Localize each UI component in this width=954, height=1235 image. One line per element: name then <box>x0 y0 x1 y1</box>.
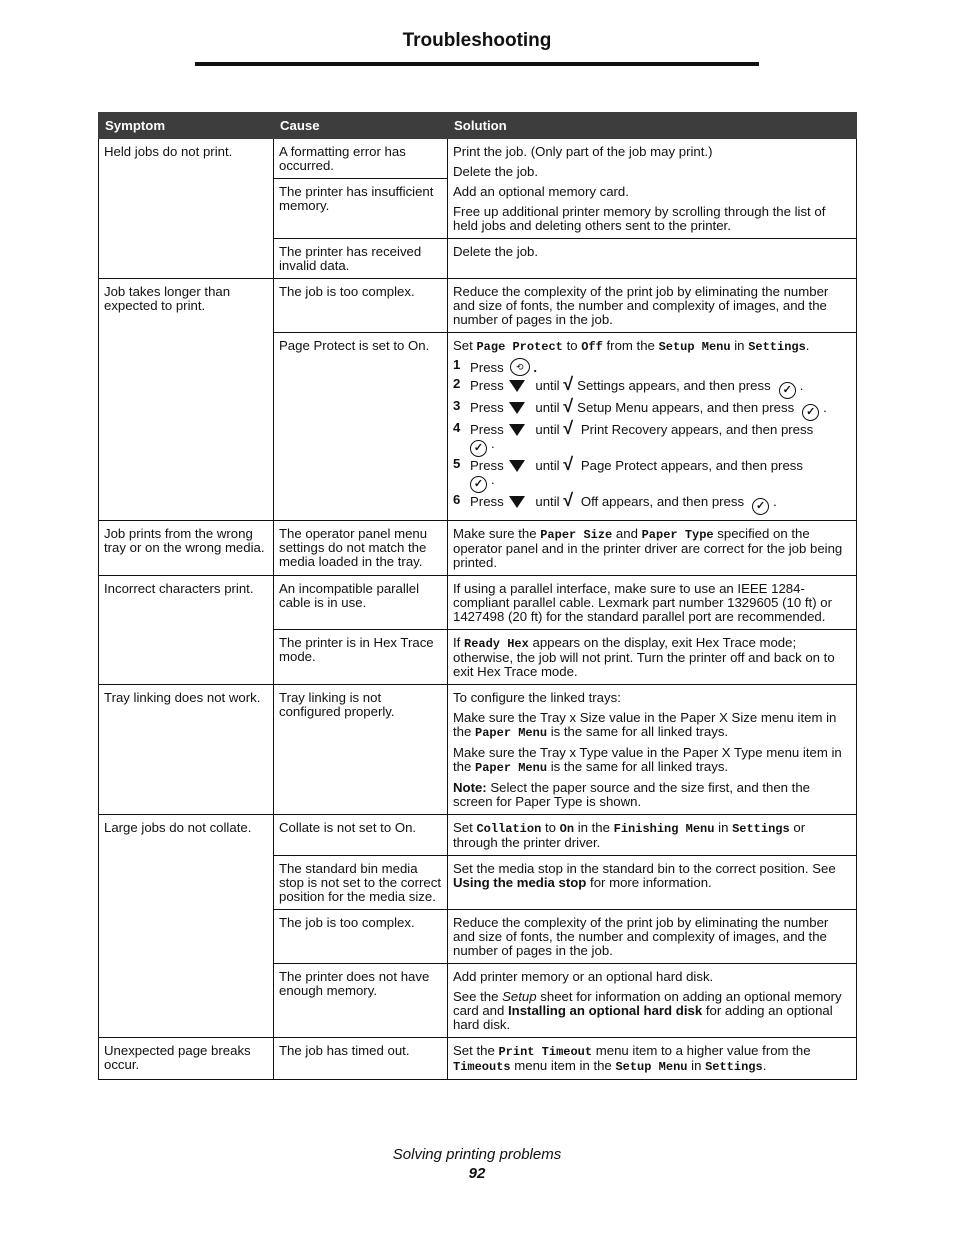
text: from the <box>606 338 655 353</box>
select-button-icon: ✓ <box>470 476 487 493</box>
down-arrow-icon <box>509 460 525 472</box>
text: or through the printer driver. <box>453 820 806 850</box>
text: Make sure the <box>453 526 537 541</box>
cause-cell: Page Protect is set to On. <box>274 333 448 521</box>
solution-text: Add printer memory or an optional hard disk. <box>453 969 714 984</box>
step-text: Off appears, and then press <box>580 494 745 509</box>
text: Set <box>453 338 473 353</box>
text: . <box>762 1058 767 1073</box>
text: and <box>615 526 638 541</box>
table-row <box>99 1038 857 1080</box>
step-item: 1 Press ⟲ . <box>453 357 538 375</box>
checkmark-icon: √ <box>563 396 574 416</box>
menu-name: Page Protect <box>476 340 563 354</box>
menu-name: Print Timeout <box>498 1045 593 1059</box>
text: If <box>453 635 461 650</box>
down-arrow-icon <box>509 380 525 392</box>
menu-name: Collation <box>476 822 542 836</box>
down-arrow-icon <box>509 402 525 414</box>
menu-name: Timeouts <box>453 1060 511 1074</box>
page-footer <box>0 1146 954 1182</box>
cause-cell: The printer does not have enough memory. <box>274 964 448 1038</box>
solution-text <box>453 711 850 740</box>
column-header-symptom: Symptom <box>99 113 274 139</box>
menu-name: On <box>559 822 575 836</box>
symptom-cell: Tray linking does not work. <box>99 685 274 815</box>
cause-cell: A formatting error has occurred. <box>274 139 448 179</box>
menu-name: Settings <box>748 340 806 354</box>
solution-cell <box>448 521 857 576</box>
text: Setup <box>502 989 537 1004</box>
menu-name: Paper Size <box>540 528 613 542</box>
select-button-icon: ✓ <box>752 498 769 515</box>
down-arrow-icon <box>509 424 525 436</box>
cause-cell: Tray linking is not configured properly. <box>274 685 448 815</box>
solution-cell: Delete the job. <box>448 239 857 279</box>
text: in the <box>577 820 610 835</box>
select-button-icon: ✓ <box>470 440 487 457</box>
cause-cell: The job is too complex. <box>274 279 448 333</box>
text: Make sure the Tray x Type value in the Paper X Type menu item in the <box>453 745 842 774</box>
cause-cell: An incompatible parallel cable is in use. <box>274 576 448 630</box>
solution-cell <box>448 815 857 856</box>
solution-cell: If using a parallel interface, make sure to use an IEEE 1284-compliant parallel cable. Lexmark part number 1329605 (10 ft) or 1427498 (20 ft) for the standard parallel port are recommended. <box>448 576 857 630</box>
solution-cell <box>448 333 857 521</box>
step-text: Setup Menu appears, and then press <box>577 400 795 415</box>
step-item: 2 Press until √ Settings appears, and then press ✓ . <box>453 377 850 399</box>
solution-text: Free up additional printer memory by scrolling through the list of held jobs and deleting others sent to the printer. <box>453 204 826 233</box>
column-header-cause: Cause <box>274 113 448 139</box>
troubleshooting-table <box>98 112 857 1080</box>
text: until <box>535 378 560 393</box>
table-row <box>99 685 857 815</box>
symptom-cell: Job takes longer than expected to print. <box>99 279 274 521</box>
cause-cell: The printer is in Hex Trace mode. <box>274 630 448 685</box>
step-number: 4 <box>453 420 461 435</box>
text: Press <box>470 360 504 375</box>
text: in <box>691 1058 702 1073</box>
menu-name: Setup Menu <box>615 1060 688 1074</box>
text: is the same for all linked trays. <box>550 759 729 774</box>
solution-text <box>453 990 850 1032</box>
text: appears on the display, exit Hex Trace mode; otherwise, the job will not print. Turn the printer off and back on to exit Hex Trace mode. <box>453 635 835 679</box>
text: Press <box>470 422 504 437</box>
step-number: 1 <box>453 357 461 372</box>
solution-cell <box>448 856 857 910</box>
symptom-cell: Job prints from the wrong tray or on the wrong media. <box>99 521 274 576</box>
solution-cell: Reduce the complexity of the print job by eliminating the number and size of fonts, the number and complexity of images, and the number of pages in the job. <box>448 279 857 333</box>
symptom-cell: Held jobs do not print. <box>99 139 274 279</box>
cause-cell: The job is too complex. <box>274 910 448 964</box>
step-item: 5 Press until √ Page Protect appears, and then press ✓ . <box>453 457 850 493</box>
down-arrow-icon <box>509 496 525 508</box>
table-row <box>99 576 857 630</box>
text: Set the <box>453 1043 495 1058</box>
symptom-cell: Large jobs do not collate. <box>99 815 274 1038</box>
step-text: Page Protect appears, and then press <box>580 458 803 473</box>
menu-name: Settings <box>705 1060 763 1074</box>
table-header-row <box>99 113 857 139</box>
symptom-cell: Incorrect characters print. <box>99 576 274 685</box>
cross-reference: Installing an optional hard disk <box>508 1003 703 1018</box>
menu-name: Paper Type <box>641 528 714 542</box>
instruction-line <box>453 339 850 354</box>
symptom-cell: Unexpected page breaks occur. <box>99 1038 274 1080</box>
solution-text: Delete the job. <box>453 164 539 179</box>
cross-reference: Using the media stop <box>453 875 587 890</box>
page-title: Troubleshooting <box>402 30 552 51</box>
checkmark-icon: √ <box>563 374 574 394</box>
text: menu item in the <box>514 1058 612 1073</box>
footer-section-title: Solving printing problems <box>392 1146 562 1163</box>
text: for more information. <box>590 875 712 890</box>
text: specified on the operator panel and in the printer driver are correct for the job being printed. <box>453 526 843 570</box>
menu-name: Paper Menu <box>475 761 548 775</box>
menu-name: Finishing Menu <box>613 822 715 836</box>
text: is the same for all linked trays. <box>550 724 729 739</box>
step-number: 5 <box>453 456 461 471</box>
step-number: 2 <box>453 376 461 391</box>
cause-cell: The operator panel menu settings do not match the media loaded in the tray. <box>274 521 448 576</box>
text: Make sure the Tray x Size value in the Paper X Size menu item in the <box>453 710 837 739</box>
text: See the <box>453 989 499 1004</box>
text: Press <box>470 400 504 415</box>
text: menu item to a higher value from the <box>595 1043 811 1058</box>
menu-name: Ready Hex <box>464 637 529 651</box>
step-list <box>453 358 850 515</box>
table-row <box>99 279 857 333</box>
solution-cell <box>448 139 857 239</box>
solution-cell: Reduce the complexity of the print job by eliminating the number and size of fonts, the number and complexity of images, and the number of pages in the job. <box>448 910 857 964</box>
checkmark-icon: √ <box>563 490 574 510</box>
step-text: Settings appears, and then press <box>577 378 771 393</box>
solution-text: Print the job. (Only part of the job may print.) <box>453 144 713 159</box>
header-rule <box>195 62 759 66</box>
text: in <box>734 338 745 353</box>
table-row <box>99 521 857 576</box>
step-item: 3 Press until √ Setup Menu appears, and then press ✓ . <box>453 399 850 421</box>
solution-cell <box>448 1038 857 1080</box>
menu-name: Paper Menu <box>475 726 548 740</box>
text: to <box>544 820 556 835</box>
solution-cell <box>448 685 857 815</box>
step-text: Print Recovery appears, and then press <box>580 422 814 437</box>
select-button-icon: ✓ <box>779 382 796 399</box>
text: . <box>805 338 810 353</box>
text: Set <box>453 820 473 835</box>
cause-cell: Collate is not set to On. <box>274 815 448 856</box>
table-row <box>99 139 857 179</box>
menu-name: Setup Menu <box>658 340 731 354</box>
text: until <box>535 400 560 415</box>
text: Press <box>470 494 504 509</box>
text: Select the paper source and the size first, and then the screen for Paper Type is shown. <box>453 780 811 809</box>
menu-name: Off <box>581 340 603 354</box>
text: to <box>566 338 578 353</box>
text: Set the media stop in the standard bin to the correct position. See <box>453 861 836 876</box>
menu-name: Settings <box>732 822 790 836</box>
step-number: 3 <box>453 398 461 413</box>
step-item: 6 Press until √ Off appears, and then press ✓ . <box>453 493 850 515</box>
text: until <box>535 494 560 509</box>
cause-cell: The printer has insufficient memory. <box>274 179 448 239</box>
select-button-icon: ✓ <box>802 404 819 421</box>
text: until <box>535 458 560 473</box>
text: in <box>718 820 729 835</box>
cause-cell: The standard bin media stop is not set to the correct position for the media size. <box>274 856 448 910</box>
solution-cell <box>448 964 857 1038</box>
note <box>453 781 850 809</box>
step-number: 6 <box>453 492 461 507</box>
solution-text: To configure the linked trays: <box>453 690 621 705</box>
cause-cell: The printer has received invalid data. <box>274 239 448 279</box>
table-row <box>99 815 857 856</box>
cause-cell: The job has timed out. <box>274 1038 448 1080</box>
solution-text: Add an optional memory card. <box>453 184 629 199</box>
text: Press <box>470 378 504 393</box>
column-header-solution: Solution <box>448 113 857 139</box>
note-label: Note: <box>453 780 487 795</box>
page-number: 92 <box>468 1165 486 1182</box>
solution-cell <box>448 630 857 685</box>
text: for adding an optional hard disk. <box>453 1003 833 1032</box>
text: Press <box>470 458 504 473</box>
menu-button-icon: ⟲ <box>510 358 530 376</box>
step-item: 4 Press until √ Print Recovery appears, and then press ✓ . <box>453 421 850 457</box>
solution-text <box>453 746 850 775</box>
text: sheet for information on adding an optional memory card and <box>453 989 842 1018</box>
checkmark-icon: √ <box>563 418 574 438</box>
text: until <box>535 422 560 437</box>
checkmark-icon: √ <box>563 454 574 474</box>
